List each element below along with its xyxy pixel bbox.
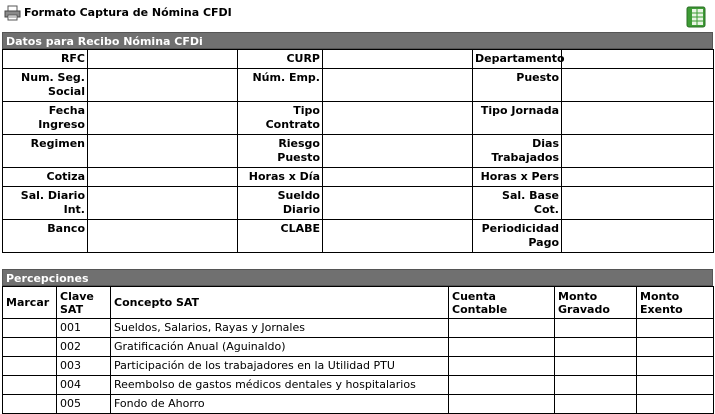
cuenta-contable-cell[interactable]: [449, 395, 555, 414]
marcar-cell[interactable]: [3, 357, 57, 376]
column-header-clave-sat: Clave SAT: [57, 287, 111, 319]
printer-icon[interactable]: [4, 5, 21, 21]
field-label: Sal. Base Cot.: [473, 187, 562, 220]
column-header-monto-exento: Monto Exento: [637, 287, 714, 319]
spreadsheet-icon[interactable]: [686, 6, 706, 28]
clave-cell: 003: [57, 357, 111, 376]
concepto-cell: Sueldos, Salarios, Rayas y Jornales: [111, 319, 449, 338]
marcar-cell[interactable]: [3, 376, 57, 395]
datos-row: [3, 168, 714, 187]
monto-gravado-cell[interactable]: [555, 338, 637, 357]
field-value[interactable]: [88, 69, 238, 102]
page-title: Formato Captura de Nómina CFDI: [24, 6, 232, 19]
datos-row: [3, 102, 714, 135]
cuenta-contable-cell[interactable]: [449, 376, 555, 395]
field-label: Tipo Contrato: [238, 102, 323, 135]
field-label: Sal. Diario Int.: [3, 187, 88, 220]
field-value[interactable]: [323, 69, 473, 102]
field-label: RFC: [3, 50, 88, 69]
field-value[interactable]: [562, 187, 714, 220]
table-row: [3, 395, 714, 414]
monto-gravado-cell[interactable]: [555, 319, 637, 338]
field-label: Horas x Día: [238, 168, 323, 187]
marcar-cell[interactable]: [3, 338, 57, 357]
percepciones-table: [2, 286, 714, 414]
concepto-cell: Gratificación Anual (Aguinaldo): [111, 338, 449, 357]
table-row: [3, 338, 714, 357]
title-bar: [0, 0, 715, 32]
cuenta-contable-cell[interactable]: [449, 319, 555, 338]
field-label: Dias Trabajados: [473, 135, 562, 168]
concepto-cell: Reembolso de gastos médicos dentales y hospitalarios: [111, 376, 449, 395]
table-row: [3, 376, 714, 395]
field-label: Sueldo Diario: [238, 187, 323, 220]
field-value[interactable]: [562, 135, 714, 168]
marcar-cell[interactable]: [3, 395, 57, 414]
table-row: [3, 319, 714, 338]
monto-exento-cell[interactable]: [637, 338, 714, 357]
column-header-cuenta-contable: Cuenta Contable: [449, 287, 555, 319]
table-row: [3, 357, 714, 376]
field-label: Departamento: [473, 50, 562, 69]
field-value[interactable]: [88, 135, 238, 168]
field-label: Num. Seg. Social: [3, 69, 88, 102]
field-value[interactable]: [88, 102, 238, 135]
datos-row: [3, 135, 714, 168]
column-header-marcar: Marcar: [3, 287, 57, 319]
field-value[interactable]: [323, 187, 473, 220]
field-value[interactable]: [323, 135, 473, 168]
field-value[interactable]: [323, 220, 473, 253]
marcar-cell[interactable]: [3, 319, 57, 338]
field-label: Regimen: [3, 135, 88, 168]
field-label: CLABE: [238, 220, 323, 253]
clave-cell: 005: [57, 395, 111, 414]
percepciones-section-header: Percepciones: [2, 269, 713, 286]
field-value[interactable]: [323, 50, 473, 69]
field-value[interactable]: [88, 168, 238, 187]
field-label: Banco: [3, 220, 88, 253]
monto-exento-cell[interactable]: [637, 376, 714, 395]
field-value[interactable]: [88, 187, 238, 220]
field-value[interactable]: [323, 102, 473, 135]
monto-gravado-cell[interactable]: [555, 376, 637, 395]
clave-cell: 002: [57, 338, 111, 357]
monto-exento-cell[interactable]: [637, 395, 714, 414]
field-label: Cotiza: [3, 168, 88, 187]
field-label: Núm. Emp.: [238, 69, 323, 102]
field-value[interactable]: [562, 50, 714, 69]
datos-row: [3, 50, 714, 69]
monto-gravado-cell[interactable]: [555, 357, 637, 376]
concepto-cell: Participación de los trabajadores en la Utilidad PTU: [111, 357, 449, 376]
column-header-monto-gravado: Monto Gravado: [555, 287, 637, 319]
monto-exento-cell[interactable]: [637, 319, 714, 338]
field-value[interactable]: [323, 168, 473, 187]
field-value[interactable]: [88, 50, 238, 69]
field-label: CURP: [238, 50, 323, 69]
monto-gravado-cell[interactable]: [555, 395, 637, 414]
field-label: Puesto: [473, 69, 562, 102]
clave-cell: 004: [57, 376, 111, 395]
field-value[interactable]: [562, 102, 714, 135]
field-value[interactable]: [562, 220, 714, 253]
field-value[interactable]: [562, 168, 714, 187]
field-value[interactable]: [88, 220, 238, 253]
datos-row: [3, 187, 714, 220]
column-header-concepto-sat: Concepto SAT: [111, 287, 449, 319]
field-label: Periodicidad Pago: [473, 220, 562, 253]
monto-exento-cell[interactable]: [637, 357, 714, 376]
field-label: Riesgo Puesto: [238, 135, 323, 168]
field-value[interactable]: [562, 69, 714, 102]
cuenta-contable-cell[interactable]: [449, 338, 555, 357]
field-label: Fecha Ingreso: [3, 102, 88, 135]
clave-cell: 001: [57, 319, 111, 338]
field-label: Tipo Jornada: [473, 102, 562, 135]
field-label: Horas x Pers: [473, 168, 562, 187]
datos-row: [3, 220, 714, 253]
concepto-cell: Fondo de Ahorro: [111, 395, 449, 414]
datos-section-header: Datos para Recibo Nómina CFDi: [2, 32, 713, 49]
datos-row: [3, 69, 714, 102]
datos-table: [2, 49, 714, 253]
cuenta-contable-cell[interactable]: [449, 357, 555, 376]
